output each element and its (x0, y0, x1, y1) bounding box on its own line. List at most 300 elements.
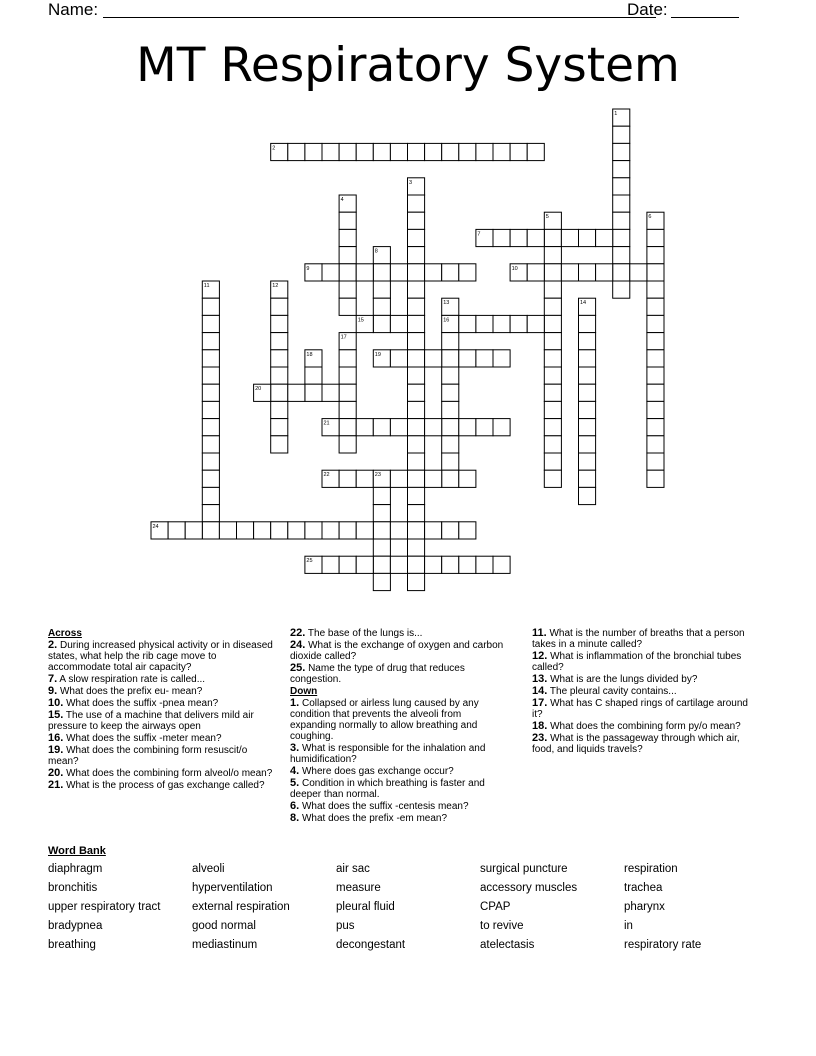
grid-cell[interactable] (613, 126, 630, 143)
grid-cell[interactable] (305, 384, 322, 401)
grid-cell[interactable] (544, 401, 561, 418)
grid-cell[interactable] (202, 505, 219, 522)
grid-cell[interactable] (613, 195, 630, 212)
grid-cell[interactable] (544, 470, 561, 487)
grid-cell[interactable] (527, 264, 544, 281)
grid-cell[interactable] (271, 436, 288, 453)
clue-item (290, 778, 504, 800)
grid-cell[interactable] (288, 143, 305, 160)
grid-cell[interactable] (339, 470, 356, 487)
clue-number: 11. (532, 627, 547, 639)
grid-cell[interactable] (442, 401, 459, 418)
grid-cell[interactable] (339, 212, 356, 229)
grid-cell[interactable] (408, 143, 425, 160)
clue-text: What is the number of breaths that a person takes in a minute called? (532, 628, 745, 650)
grid-cell[interactable] (544, 247, 561, 264)
clue-number: 19. (48, 744, 64, 756)
grid-cell[interactable] (373, 419, 390, 436)
grid-cell[interactable] (339, 143, 356, 160)
grid-cell[interactable] (544, 298, 561, 315)
grid-cell[interactable] (442, 522, 459, 539)
grid-cell[interactable] (202, 367, 219, 384)
clue-text: What does the prefix -em mean? (301, 813, 448, 824)
clue-number: 4. (290, 765, 300, 777)
grid-cell[interactable] (408, 505, 425, 522)
grid-cell[interactable] (613, 161, 630, 178)
clue-text: What does the combining form py/o mean? (550, 721, 741, 732)
clue-text: A slow respiration rate is called... (59, 674, 206, 685)
grid-cell[interactable] (339, 367, 356, 384)
grid-clue-number: 19 (374, 351, 381, 358)
word-bank-item: bronchitis (48, 882, 98, 894)
clue-item (532, 721, 752, 732)
clue-item (290, 766, 504, 777)
grid-cell[interactable] (202, 350, 219, 367)
grid-cell[interactable] (408, 264, 425, 281)
grid-cell[interactable] (647, 367, 664, 384)
word-bank-item: decongestant (336, 939, 406, 951)
clue-item (532, 651, 752, 673)
word-bank (48, 845, 768, 955)
grid-cell[interactable] (544, 315, 561, 332)
word-bank-item: good normal (192, 920, 256, 932)
grid-cell[interactable] (493, 315, 510, 332)
word-bank-item: to revive (480, 920, 524, 932)
clue-text: What is the passageway through which air, food, and liquids travels? (532, 733, 740, 755)
grid-cell[interactable] (408, 212, 425, 229)
grid-cell[interactable] (544, 436, 561, 453)
grid-cell[interactable] (408, 539, 425, 556)
grid-cell[interactable] (408, 436, 425, 453)
grid-cell[interactable] (202, 487, 219, 504)
grid-cell[interactable] (356, 143, 373, 160)
grid-cell[interactable] (271, 384, 288, 401)
grid-cell[interactable] (408, 315, 425, 332)
grid-clue-number: 22 (323, 472, 330, 479)
word-bank-item: accessory muscles (480, 882, 578, 894)
grid-cell[interactable] (459, 470, 476, 487)
clue-text: The use of a machine that delivers mild air pressure to keep the airways open (48, 710, 254, 732)
clue-text: Condition in which breathing is faster and deeper than normal. (290, 778, 485, 800)
grid-cell[interactable] (168, 522, 185, 539)
clue-text: The pleural cavity contains... (549, 686, 677, 697)
grid-cell[interactable] (544, 229, 561, 246)
clue-number: 15. (48, 709, 64, 721)
grid-cell[interactable] (373, 556, 390, 573)
grid-cell[interactable] (544, 367, 561, 384)
word-bank-item: pharynx (624, 901, 665, 913)
grid-cell[interactable] (202, 333, 219, 350)
grid-cell[interactable] (579, 264, 596, 281)
grid-clue-number: 7 (477, 231, 481, 238)
grid-cell[interactable] (425, 556, 442, 573)
grid-cell[interactable] (476, 350, 493, 367)
grid-cell[interactable] (579, 470, 596, 487)
grid-cell[interactable] (596, 264, 613, 281)
grid-cell[interactable] (305, 367, 322, 384)
grid-cell[interactable] (390, 419, 407, 436)
grid-cell[interactable] (476, 315, 493, 332)
grid-cell[interactable] (579, 401, 596, 418)
grid-cell[interactable] (339, 522, 356, 539)
grid-cell[interactable] (373, 315, 390, 332)
grid-clue-number: 1 (614, 111, 618, 117)
grid-cell[interactable] (202, 470, 219, 487)
grid-cell[interactable] (442, 453, 459, 470)
grid-cell[interactable] (459, 143, 476, 160)
grid-cell[interactable] (647, 333, 664, 350)
grid-cell[interactable] (390, 522, 407, 539)
clue-text: What does the suffix -centesis mean? (301, 801, 469, 812)
grid-cell[interactable] (493, 229, 510, 246)
grid-cell[interactable] (339, 281, 356, 298)
grid-cell[interactable] (442, 264, 459, 281)
grid-cell[interactable] (339, 419, 356, 436)
grid-cell[interactable] (544, 350, 561, 367)
clue-item (48, 733, 274, 744)
word-bank-item: air sac (336, 863, 370, 875)
grid-cell[interactable] (442, 143, 459, 160)
grid-cell[interactable] (339, 298, 356, 315)
grid-cell[interactable] (219, 522, 236, 539)
grid-cell[interactable] (408, 367, 425, 384)
clue-item (290, 698, 504, 742)
grid-cell[interactable] (425, 522, 442, 539)
grid-cell[interactable] (647, 264, 664, 281)
grid-cell[interactable] (493, 419, 510, 436)
grid-cell[interactable] (390, 350, 407, 367)
word-bank-grid (48, 860, 768, 955)
grid-cell[interactable] (202, 315, 219, 332)
clues-column-3 (532, 628, 752, 756)
grid-cell[interactable] (425, 470, 442, 487)
grid-cell[interactable] (356, 264, 373, 281)
grid-cell[interactable] (408, 229, 425, 246)
grid-cell[interactable] (493, 556, 510, 573)
grid-cell[interactable] (408, 419, 425, 436)
name-label: Name: (48, 0, 99, 19)
grid-clue-number: 18 (306, 351, 313, 358)
grid-cell[interactable] (390, 315, 407, 332)
clue-number: 23. (532, 732, 548, 744)
grid-cell[interactable] (459, 419, 476, 436)
grid-cell[interactable] (425, 419, 442, 436)
grid-cell[interactable] (339, 556, 356, 573)
grid-cell[interactable] (459, 315, 476, 332)
grid-cell[interactable] (202, 453, 219, 470)
clue-item (48, 674, 274, 685)
grid-cell[interactable] (442, 419, 459, 436)
clue-text: What is the process of gas exchange called? (66, 780, 265, 791)
grid-cell[interactable] (579, 367, 596, 384)
grid-cell[interactable] (202, 384, 219, 401)
clue-text: Collapsed or airless lung caused by any condition that prevents the alveoli from expanding normally to allow breathing and coughing. (290, 698, 479, 742)
grid-cell[interactable] (510, 143, 527, 160)
grid-cell[interactable] (373, 522, 390, 539)
grid-cell[interactable] (356, 419, 373, 436)
clue-item (290, 640, 504, 662)
grid-cell[interactable] (579, 229, 596, 246)
grid-cell[interactable] (185, 522, 202, 539)
grid-cell[interactable] (408, 298, 425, 315)
grid-cell[interactable] (647, 384, 664, 401)
grid-cell[interactable] (408, 573, 425, 590)
grid-cell[interactable] (408, 487, 425, 504)
grid-cell[interactable] (237, 522, 254, 539)
grid-cell[interactable] (459, 522, 476, 539)
grid-cell[interactable] (476, 143, 493, 160)
grid-clue-number: 9 (306, 265, 310, 272)
grid-cell[interactable] (339, 401, 356, 418)
word-bank-item: atelectasis (480, 939, 535, 951)
grid-cell[interactable] (630, 264, 647, 281)
grid-cell[interactable] (202, 436, 219, 453)
clue-item (48, 780, 274, 791)
page-title: MT Respiratory System (136, 38, 680, 93)
grid-cell[interactable] (476, 556, 493, 573)
grid-clue-number: 2 (272, 145, 276, 152)
grid-cell[interactable] (647, 401, 664, 418)
grid-cell[interactable] (647, 470, 664, 487)
grid-cell[interactable] (613, 247, 630, 264)
grid-clue-number: 20 (255, 386, 262, 393)
grid-cell[interactable] (596, 229, 613, 246)
grid-cell[interactable] (579, 487, 596, 504)
grid-cell[interactable] (339, 247, 356, 264)
grid-cell[interactable] (613, 229, 630, 246)
word-bank-item: mediastinum (192, 939, 258, 951)
grid-cell[interactable] (459, 350, 476, 367)
grid-cell[interactable] (373, 298, 390, 315)
clue-item (48, 710, 274, 732)
grid-cell[interactable] (408, 522, 425, 539)
grid-cell[interactable] (544, 453, 561, 470)
grid-cell[interactable] (442, 384, 459, 401)
grid-cell[interactable] (271, 333, 288, 350)
clues-column-1 (48, 628, 274, 792)
grid-cell[interactable] (544, 419, 561, 436)
grid-cell[interactable] (305, 522, 322, 539)
clue-number: 18. (532, 720, 548, 732)
grid-cell[interactable] (561, 264, 578, 281)
word-bank-item: upper respiratory tract (48, 901, 161, 913)
clue-item (48, 745, 274, 767)
grid-cell[interactable] (202, 298, 219, 315)
grid-cell[interactable] (647, 315, 664, 332)
grid-cell[interactable] (271, 298, 288, 315)
clue-text: The base of the lungs is... (307, 628, 423, 639)
grid-cell[interactable] (613, 143, 630, 160)
grid-cell[interactable] (390, 143, 407, 160)
grid-cell[interactable] (373, 281, 390, 298)
grid-cell[interactable] (442, 436, 459, 453)
grid-cell[interactable] (322, 264, 339, 281)
grid-cell[interactable] (493, 143, 510, 160)
grid-clue-number: 25 (306, 558, 313, 565)
grid-cell[interactable] (408, 195, 425, 212)
grid-cell[interactable] (613, 178, 630, 195)
grid-cell[interactable] (442, 333, 459, 350)
grid-cell[interactable] (425, 264, 442, 281)
grid-cell[interactable] (442, 350, 459, 367)
word-bank-item: hyperventilation (192, 882, 273, 894)
grid-cell[interactable] (579, 315, 596, 332)
clue-item (48, 640, 274, 673)
clue-text: What is responsible for the inhalation and humidification? (290, 743, 486, 765)
grid-cell[interactable] (579, 333, 596, 350)
clue-number: 3. (290, 742, 300, 754)
grid-cell[interactable] (408, 401, 425, 418)
grid-cell[interactable] (527, 315, 544, 332)
grid-cell[interactable] (373, 264, 390, 281)
clue-item (290, 663, 504, 685)
grid-cell[interactable] (288, 522, 305, 539)
grid-cell[interactable] (527, 229, 544, 246)
word-bank-item: in (624, 920, 633, 932)
grid-cell[interactable] (339, 384, 356, 401)
grid-cell[interactable] (425, 350, 442, 367)
grid-cell[interactable] (390, 470, 407, 487)
grid-cell[interactable] (459, 556, 476, 573)
grid-cell[interactable] (647, 436, 664, 453)
grid-cell[interactable] (408, 333, 425, 350)
clue-number: 13. (532, 673, 548, 685)
grid-cell[interactable] (544, 264, 561, 281)
clue-item (532, 733, 752, 755)
grid-cell[interactable] (613, 212, 630, 229)
grid-cell[interactable] (561, 229, 578, 246)
grid-cell[interactable] (271, 401, 288, 418)
grid-cell[interactable] (202, 401, 219, 418)
clue-text: Where does gas exchange occur? (301, 766, 454, 777)
grid-cell[interactable] (579, 419, 596, 436)
down-heading: Down (290, 686, 318, 697)
grid-cell[interactable] (442, 556, 459, 573)
grid-cell[interactable] (459, 264, 476, 281)
grid-cell[interactable] (613, 264, 630, 281)
grid-clue-number: 10 (511, 265, 518, 272)
grid-cell[interactable] (322, 143, 339, 160)
grid-clue-number: 21 (323, 420, 330, 427)
grid-cell[interactable] (271, 367, 288, 384)
grid-cell[interactable] (613, 281, 630, 298)
grid-cell[interactable] (442, 470, 459, 487)
grid-cell[interactable] (510, 229, 527, 246)
grid-cell[interactable] (373, 573, 390, 590)
grid-clue-number: 14 (580, 300, 587, 307)
grid-cell[interactable] (408, 247, 425, 264)
grid-cell[interactable] (339, 350, 356, 367)
grid-cell[interactable] (647, 229, 664, 246)
grid-cell[interactable] (373, 143, 390, 160)
clue-number: 24. (290, 639, 306, 651)
clue-number: 6. (290, 800, 300, 812)
grid-cell[interactable] (322, 384, 339, 401)
grid-cell[interactable] (254, 522, 271, 539)
grid-cell[interactable] (271, 350, 288, 367)
grid-cell[interactable] (544, 281, 561, 298)
clue-text: What does the suffix -meter mean? (66, 733, 222, 744)
clue-number: 12. (532, 650, 548, 662)
grid-cell[interactable] (527, 143, 544, 160)
grid-cell[interactable] (322, 556, 339, 573)
word-bank-item: respiratory rate (624, 939, 702, 951)
word-bank-item: respiration (624, 863, 678, 875)
grid-cell[interactable] (647, 247, 664, 264)
grid-cell[interactable] (579, 436, 596, 453)
clue-text: Name the type of drug that reduces congestion. (290, 663, 465, 685)
grid-cell[interactable] (476, 419, 493, 436)
grid-cell[interactable] (408, 384, 425, 401)
grid-cell[interactable] (339, 264, 356, 281)
grid-cell[interactable] (647, 350, 664, 367)
grid-cell[interactable] (408, 281, 425, 298)
grid-clue-number: 6 (648, 214, 652, 221)
grid-cell[interactable] (271, 419, 288, 436)
grid-cell[interactable] (442, 367, 459, 384)
grid-cell[interactable] (202, 419, 219, 436)
grid-cell[interactable] (356, 522, 373, 539)
clues-column-2 (290, 628, 504, 825)
clue-text: What does the combining form resuscit/o mean? (48, 745, 248, 767)
grid-cell[interactable] (579, 384, 596, 401)
grid-cell[interactable] (305, 143, 322, 160)
grid-cell[interactable] (373, 487, 390, 504)
grid-cell[interactable] (339, 436, 356, 453)
grid-cell[interactable] (356, 556, 373, 573)
grid-clue-number: 11 (203, 283, 210, 289)
grid-cell[interactable] (647, 298, 664, 315)
grid-cell[interactable] (493, 350, 510, 367)
word-bank-item: breathing (48, 939, 96, 951)
grid-cell[interactable] (408, 453, 425, 470)
grid-cell[interactable] (647, 453, 664, 470)
clue-number: 16. (48, 732, 64, 744)
grid-clue-number: 23 (374, 472, 381, 479)
grid-cell[interactable] (425, 143, 442, 160)
grid-cell[interactable] (408, 470, 425, 487)
grid-cell[interactable] (339, 229, 356, 246)
clue-text: What does the prefix eu- mean? (59, 686, 203, 697)
grid-cell[interactable] (202, 522, 219, 539)
word-bank-item: pus (336, 920, 355, 932)
grid-cell[interactable] (647, 419, 664, 436)
clue-number: 8. (290, 812, 300, 824)
grid-cell[interactable] (647, 281, 664, 298)
grid-cell[interactable] (510, 315, 527, 332)
grid-cell[interactable] (271, 522, 288, 539)
grid-cell[interactable] (579, 453, 596, 470)
grid-cell[interactable] (544, 384, 561, 401)
clue-item (48, 698, 274, 709)
grid-clue-number: 4 (340, 197, 344, 203)
grid-cell[interactable] (390, 264, 407, 281)
clue-number: 1. (290, 697, 300, 709)
clue-item (290, 743, 504, 765)
grid-cell[interactable] (579, 350, 596, 367)
grid-cell[interactable] (322, 522, 339, 539)
grid-cell[interactable] (288, 384, 305, 401)
grid-cell[interactable] (390, 556, 407, 573)
grid-cell[interactable] (408, 556, 425, 573)
grid-cell[interactable] (408, 350, 425, 367)
grid-cell[interactable] (373, 539, 390, 556)
grid-cell[interactable] (373, 505, 390, 522)
grid-cell[interactable] (271, 315, 288, 332)
grid-cell[interactable] (544, 333, 561, 350)
grid-cell[interactable] (356, 470, 373, 487)
clue-item (290, 801, 504, 812)
